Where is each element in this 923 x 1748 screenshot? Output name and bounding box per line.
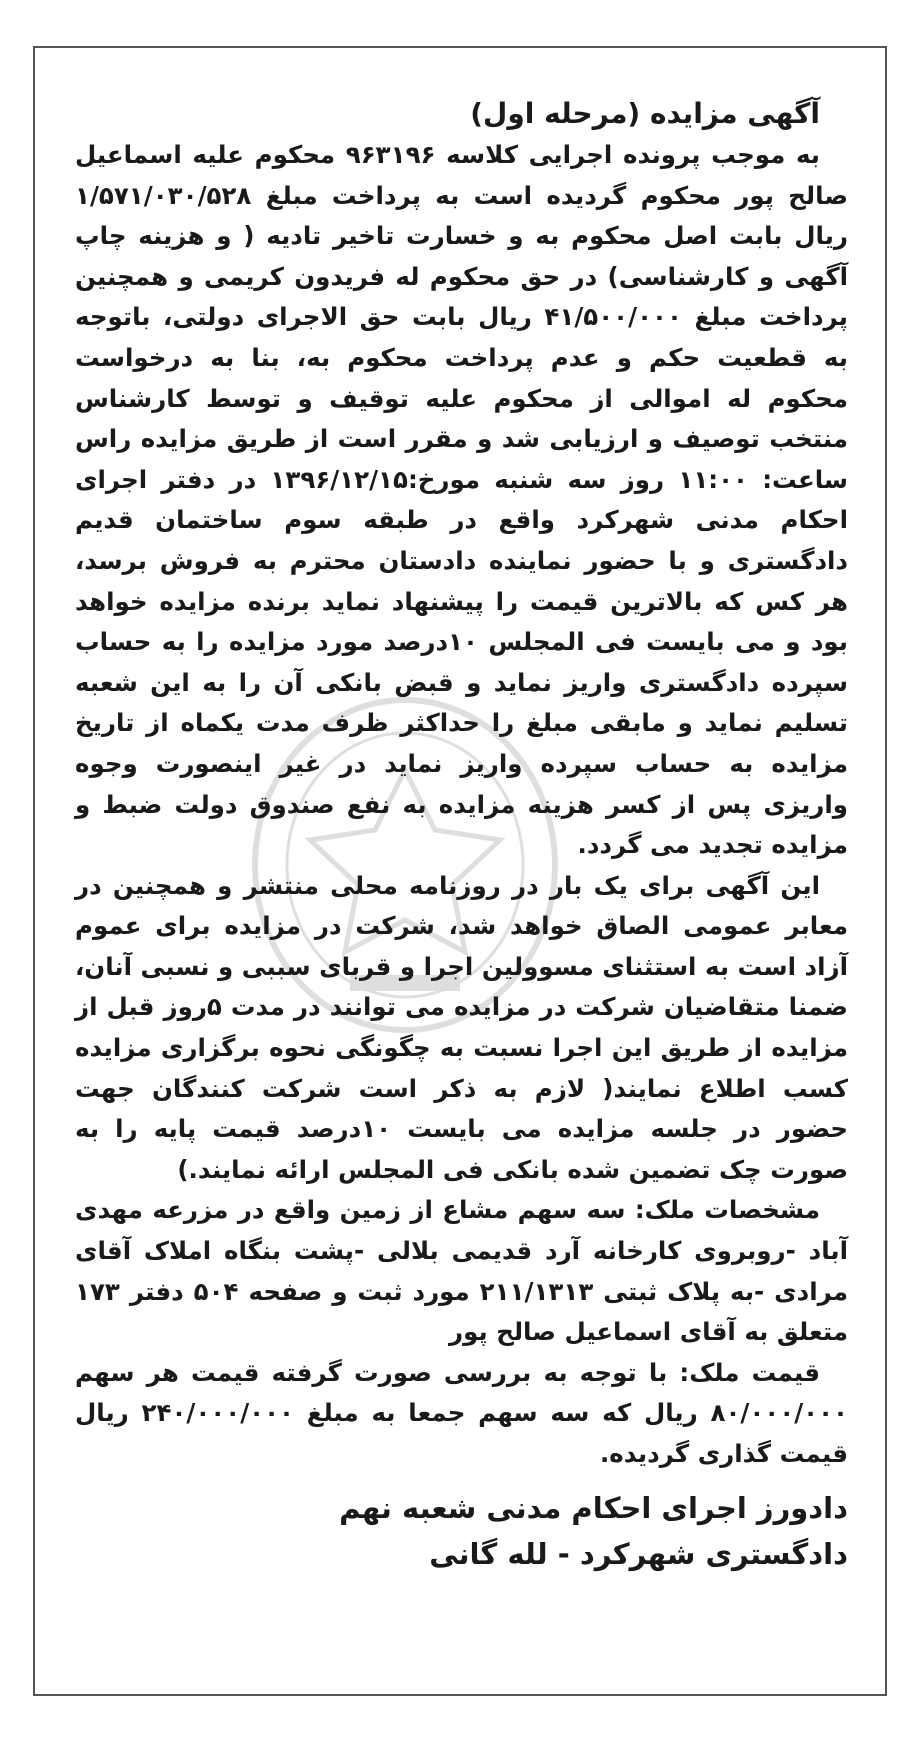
signature-line-1: دادورز اجرای احکام مدنی شعبه نهم: [339, 1490, 848, 1525]
notice-paragraph-main: به موجب پرونده اجرایی کلاسه ۹۶۳۱۹۶ محکوم علیه اسماعیل صالح پور محکوم گردیده است به پرداخت مبلغ ۱/۵۷۱/۰۳۰/۵۲۸ ریال بابت اصل محکوم به و خسارت تاخیر تادیه ( و هزینه چاپ آگهی و کارشناسی) در حق محکوم له فریدون کریمی و همچنین پرداخت مبلغ ۴۱/۵۰۰/۰۰۰ ریال بابت حق الاجرای دولتی، باتوجه به قطعیت حکم و عدم پرداخت محکوم به، بنا به درخواست محکوم له اموالی از محکوم علیه توقیف و توسط کارشناس منتخب توصیف و ارزیابی شد و مقرر است از طریق مزایده راس ساعت: ۱۱:۰۰ روز سه شنبه مورخ:۱۳۹۶/۱۲/۱۵ در دفتر اجرای احکام مدنی شهرکرد واقع در طبقه سوم ساختمان قدیم دادگستری و با حضور نماینده دادستان محترم به فروش برسد، هر کس که بالاترین قیمت را پیشنهاد نماید برنده مزایده خواهد بود و می بایست فی المجلس ۱۰درصد مورد مزایده را به حساب سپرده دادگستری واریز نماید و قبض بانکی آن را به این شعبه تسلیم نماید و مابقی مبلغ را حداکثر ظرف مدت یکماه از تاریخ مزایده به حساب سپرده واریز نماید در غیر اینصورت وجوه واریزی پس از کسر هزینه مزایده به نفع صندوق دولت ضبط و مزایده تجدید می گردد.: [75, 140, 848, 860]
property-price: قیمت ملک: با توجه به بررسی صورت گرفته قیمت هر سهم ۸۰/۰۰۰/۰۰۰ ریال که سه سهم جمعا به مبلغ ۲۴۰/۰۰۰/۰۰۰ ریال قیمت گذاری گردیده.: [75, 1357, 849, 1468]
notice-content: [75, 95, 848, 1577]
signature-line-2: دادگستری شهرکرد - لله گانی: [429, 1536, 848, 1571]
signature-block: [75, 1485, 848, 1577]
notice-paragraph-conditions: این آگهی برای یک بار در روزنامه محلی منتشر و همچنین در معابر عمومی الصاق خواهد شد، شرکت در مزایده برای عموم آزاد است به استثنای مسوولین اجرا و قربای سببی و نسبی آنان، ضمنا متقاضیان شرکت در مزایده می توانند در مدت ۵روز قبل از مزایده از طریق این اجرا نسبت به چگونگی نحوه برگزاری مزایده کسب اطلاع نمایند( لازم به ذکر است شرکت کنندگان جهت حضور در جلسه مزایده می بایست ۱۰درصد قیمت پایه را به صورت چک تضمین شده بانکی فی المجلس ارائه نمایند.): [75, 870, 849, 1184]
property-specifications: مشخصات ملک: سه سهم مشاع از زمین واقع در مزرعه مهدی آباد -روبروی کارخانه آرد قدیمی بلالی -پشت بنگاه املاک آقای مرادی -به پلاک ثبتی ۲۱۱/۱۳۱۳ مورد ثبت و صفحه ۵۰۴ دفتر ۱۷۳ متعلق به آقای اسماعیل صالح پور: [75, 1195, 849, 1347]
notice-title: آگهی مزایده (مرحله اول): [470, 97, 820, 130]
